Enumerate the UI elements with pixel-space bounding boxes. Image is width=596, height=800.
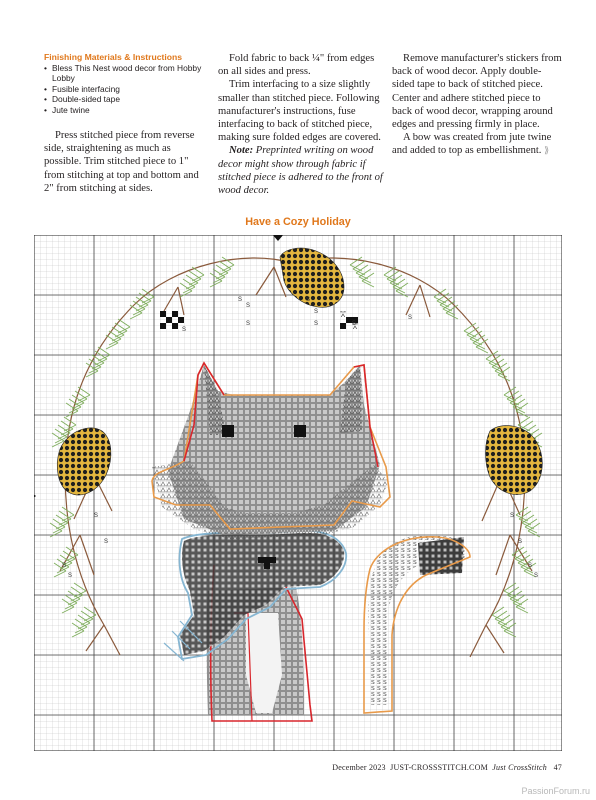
svg-text:S: S bbox=[534, 573, 539, 579]
paragraph-text: A bow was created from jute twine and added to top as embellishment. bbox=[392, 132, 552, 157]
instruction-paragraph: Press stitched piece from reverse side, straightening as much as possible. Trim stitched piece to 1" from stitching at top and bottom and 2" from stitching at sides. bbox=[44, 130, 199, 194]
note-label: Note: bbox=[229, 145, 254, 157]
material-item: • Double-sided tape bbox=[44, 94, 210, 104]
svg-text:S: S bbox=[510, 513, 515, 519]
website: JUST-CROSSSTITCH.COM bbox=[390, 763, 488, 772]
instruction-paragraph bbox=[392, 131, 562, 157]
svg-text:S: S bbox=[518, 539, 523, 545]
svg-text:S: S bbox=[62, 563, 67, 569]
svg-text:S: S bbox=[528, 563, 533, 569]
svg-text:S: S bbox=[246, 303, 251, 309]
svg-text:S: S bbox=[314, 309, 319, 315]
svg-text:S: S bbox=[182, 327, 187, 333]
instruction-paragraph: Fold fabric to back ¼" from edges on all sides and press. bbox=[218, 53, 375, 78]
end-mark-icon: ⟫ bbox=[544, 145, 550, 156]
column-1 bbox=[44, 52, 210, 195]
finishing-heading: Finishing Materials & Instructions bbox=[44, 52, 182, 62]
cross-stitch-chart bbox=[34, 235, 562, 751]
column-2 bbox=[218, 52, 384, 197]
column-3 bbox=[392, 52, 562, 158]
chart-title: Have a Cozy Holiday bbox=[245, 216, 351, 228]
material-item: • Jute twine bbox=[44, 105, 210, 115]
page-number: 47 bbox=[553, 763, 562, 772]
page-footer bbox=[332, 763, 562, 772]
issue-date: December 2023 bbox=[332, 763, 386, 772]
note-text: Preprinted writing on wood decor might show through fabric if stitched piece is adhered to the front of wood decor. bbox=[218, 145, 383, 197]
svg-text:S: S bbox=[104, 539, 109, 545]
materials-list bbox=[44, 63, 210, 115]
svg-text:S: S bbox=[94, 513, 99, 519]
instruction-paragraph: Remove manufacturer's stickers from back of wood decor. Apply double-sided tape to back of stitched piece. Center and adhere stitched piece to back of wood decor, wrapping around edges and pressing firmly in place. bbox=[392, 53, 562, 131]
svg-text:S: S bbox=[408, 315, 413, 321]
svg-text:S: S bbox=[238, 297, 243, 303]
note-paragraph bbox=[218, 144, 384, 197]
material-item: • Fusible interfacing bbox=[44, 84, 210, 94]
svg-text:S: S bbox=[314, 321, 319, 327]
material-item: • Bless This Nest wood decor from Hobby Lobby bbox=[44, 63, 210, 84]
watermark: PassionForum.ru bbox=[521, 786, 590, 796]
svg-text:S: S bbox=[246, 321, 251, 327]
instruction-paragraph: Trim interfacing to a size slightly smaller than stitched piece. Following manufacturer's instructions, fuse interfacing to back of stitched piece, making sure folded edges are covered. bbox=[218, 79, 381, 144]
svg-text:S: S bbox=[68, 573, 73, 579]
svg-text:S: S bbox=[306, 297, 311, 303]
svg-text:S: S bbox=[352, 321, 357, 327]
magazine-name: Just CrossStitch bbox=[492, 763, 547, 772]
